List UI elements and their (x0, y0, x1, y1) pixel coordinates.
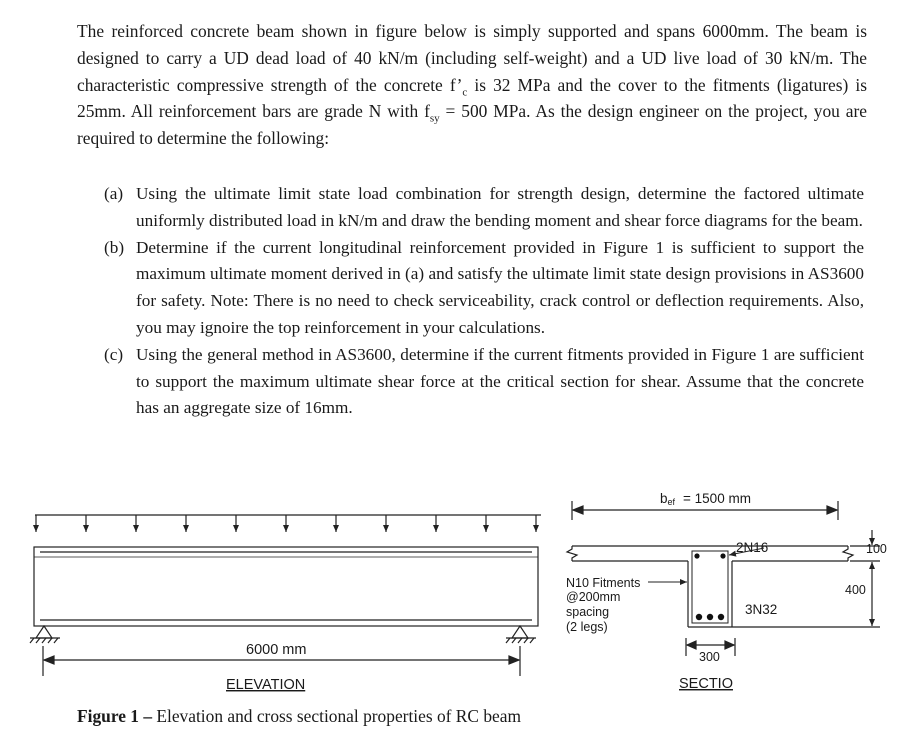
problem-statement (77, 18, 867, 152)
question-parts (104, 181, 864, 422)
bef-symbol: b (660, 491, 668, 506)
fitments-annotation (566, 576, 640, 634)
part-text: Using the general method in AS3600, determine if the current fitments provided in Figure 1 are sufficient to support the maximum ultimate shear force at the critical section for shear. Assume that the concrete has an aggregate size of 16mm. (136, 344, 864, 418)
top-bars-label: 2N16 (736, 540, 769, 555)
caption-number: Figure 1 – (77, 706, 153, 726)
part-text: Determine if the current longitudinal reinforcement provided in Figure 1 is sufficient to support the maximum ultimate moment derived in (a) and satisfy the ultimate limit state design provisions in AS3600 for safety. Note: There is no need to check serviceability, crack control or deflection requirements. Also, you may ignoire the top reinforcement in your calculations. (136, 237, 864, 337)
figure-caption (77, 706, 521, 727)
question-part-a (104, 181, 864, 235)
elevation-label: ELEVATION (226, 677, 306, 693)
bef-value: = 1500 mm (683, 491, 751, 506)
left-pin-support (30, 626, 60, 643)
caption-text: Elevation and cross sectional properties of RC beam (152, 706, 521, 726)
web-depth-label: 400 (845, 583, 866, 597)
top-bar (720, 553, 725, 558)
question-part-b (104, 235, 864, 342)
intro-text-3: = 500 MPa. As the design engineer on the project, you are required to determine the following: (77, 101, 868, 149)
fitments-line-4: (2 legs) (566, 620, 608, 634)
beam-body (34, 547, 538, 626)
figure-1 (0, 482, 921, 706)
udl-arrows (36, 515, 536, 532)
bottom-bar (696, 614, 702, 620)
part-label: (c) (104, 344, 124, 364)
fitments-line-2: @200mm (566, 590, 621, 604)
bef-subscript: ef (667, 497, 676, 507)
section-label: SECTIO (679, 676, 733, 692)
part-label: (b) (104, 237, 125, 257)
question-part-c (104, 342, 864, 422)
top-bar (694, 553, 699, 558)
bottom-bar (718, 614, 724, 620)
flange-depth-label: 100 (866, 542, 887, 556)
span-label: 6000 mm (246, 642, 307, 658)
intro-text-1: The reinforced concrete beam shown in figure below is simply supported and spans 6000mm. The beam is designed to carry a UD dead load of 40 kN/m (including self-weight) and a UD live load of 30 kN/m. The characteristic compressive strength of the concrete f’ (77, 21, 867, 95)
rebar-dots (694, 553, 725, 620)
bottom-bar (707, 614, 713, 620)
fc-subscript: c (462, 86, 468, 99)
fitments-line-3: spacing (566, 605, 610, 619)
part-text: Using the ultimate limit state load combination for strength design, determine the factored ultimate uniformly distributed load in kN/m and draw the bending moment and shear force diagrams for the beam. (136, 184, 864, 230)
right-pin-support (506, 626, 536, 643)
bef-label (660, 491, 751, 507)
bottom-bars-label: 3N32 (745, 602, 778, 617)
fsy-subscript: sy (429, 112, 440, 125)
intro-text-2: is 32 MPa and the cover to the fitments (ligatures) is 25mm. All reinforcement bars are grade N with f (77, 74, 867, 122)
fitments-line-1: N10 Fitments (566, 576, 641, 590)
part-label: (a) (104, 184, 124, 203)
web-width-label: 300 (699, 650, 720, 664)
